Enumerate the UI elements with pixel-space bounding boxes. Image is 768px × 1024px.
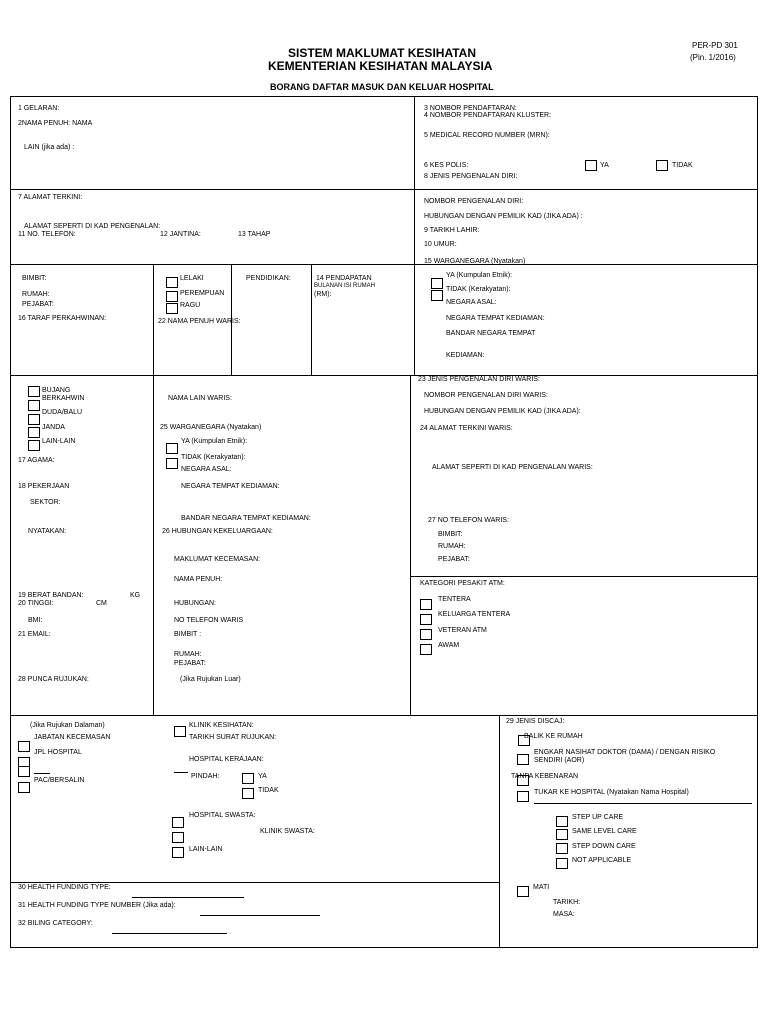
divider-row-2 [10,264,758,265]
label-nombor-kluster: 4 NOMBOR PENDAFTARAN KLUSTER: [424,112,552,119]
label-tarikh-lahir: 9 TARIKH LAHIR: [424,227,480,234]
form-border-left [10,96,11,948]
label-step-up: STEP UP CARE [572,814,624,821]
label-alamat-kad-waris: ALAMAT SEPERTI DI KAD PENGENALAN WARIS: [432,464,593,471]
label-warganegara-25: 25 WARGANEGARA (Nyatakan) [160,424,262,431]
label-berat: 19 BERAT BANDAN: [18,592,84,599]
label-agama: 17 AGAMA: [18,457,55,464]
checkbox-kes-polis-tidak[interactable] [656,160,668,171]
label-bimbit: BIMBIT: [22,275,47,282]
label-nama-lain: LAIN (jika ada) : [24,144,75,151]
label-waris-negara-tempat: NEGARA TEMPAT KEDIAMAN: [181,483,280,490]
checkbox-bujang[interactable] [28,386,40,397]
form-title-1: SISTEM MAKLUMAT KESIHATAN [288,46,476,60]
label-taraf-perkahwinan: 16 TARAF PERKAHWINAN: [18,315,107,322]
label-kecemasan-hubungan: HUBUNGAN: [174,600,217,607]
label-rujukan-luar: (Jika Rujukan Luar) [180,676,241,683]
funding-type-line[interactable] [132,897,244,898]
label-punca-rujukan: 28 PUNCA RUJUKAN: [18,676,89,683]
label-hospital-kerajaan: HOSPITAL KERAJAAN: [189,756,264,763]
label-jabatan-kecemasan: JABATAN KECEMASAN [34,734,111,741]
label-tarikh: TARIKH: [553,899,581,906]
label-health-funding-number: 31 HEALTH FUNDING TYPE NUMBER (Jika ada): [18,902,176,909]
label-pindah: PINDAH: [191,773,220,780]
checkbox-step-up[interactable] [556,816,568,827]
label-kecemasan-pejabat: PEJABAT: [174,660,206,667]
checkbox-blank[interactable] [18,766,30,777]
checkbox-awam[interactable] [420,644,432,655]
divider-col-discaj [499,715,500,948]
label-nyatakan: NYATAKAN: [28,528,67,535]
checkbox-tukar-hospital[interactable] [517,791,529,802]
form-title-2: KEMENTERIAN KESIHATAN MALAYSIA [268,59,493,73]
form-border-top [10,96,758,97]
label-hubungan-26: 26 HUBUNGAN KEKELUARGAAN: [162,528,273,535]
checkbox-lain-lain[interactable] [28,440,40,451]
label-lain-lain: LAIN-LAIN [42,438,76,445]
label-jantina: 12 JANTINA: [160,231,201,238]
checkbox-pindah-tidak[interactable] [242,788,254,799]
label-waris-tidak: TIDAK (Kerakyatan): [181,454,246,461]
checkbox-not-applicable[interactable] [556,858,568,869]
checkbox-step-down[interactable] [556,843,568,854]
divider-row-1 [10,189,758,190]
label-keluarga-tentera: KELUARGA TENTERA [438,611,511,618]
label-nombor-pengenalan-waris: NOMBOR PENGENALAN DIRI WARIS: [424,392,548,399]
divider-row-4 [10,715,758,716]
label-same-level: SAME LEVEL CARE [572,828,637,835]
checkbox-pac-bersalin[interactable] [18,782,30,793]
checkbox-same-level[interactable] [556,829,568,840]
checkbox-klinik-swasta[interactable] [172,832,184,843]
label-dama-1: ENGKAR NASIHAT DOKTOR (DAMA) / DENGAN RISIKO [534,749,716,756]
checkbox-ragu[interactable] [166,303,178,314]
checkbox-dama[interactable] [517,754,529,765]
label-veteran-atm: VETERAN ATM [438,627,487,634]
label-gelaran: 1 GELARAN: [18,105,60,112]
label-rm: (RM): [314,291,332,298]
label-health-funding-type: 30 HEALTH FUNDING TYPE: [18,884,111,891]
biling-category-line[interactable] [112,933,227,934]
checkbox-mati[interactable] [517,886,529,897]
checkbox-klinik-kesihatan[interactable] [174,726,186,737]
label-sektor: SEKTOR: [30,499,61,506]
label-dama-2: SENDIRI (AOR) [534,757,585,764]
label-tanpa-kebenaran: TANPA KEBENARAN [511,773,579,780]
label-tukar-hospital: TUKAR KE HOSPITAL (Nyatakan Nama Hospital) [534,789,689,796]
label-kg: KG [130,592,141,599]
form-border-bottom [10,947,758,948]
label-waris-bimbit: BIMBIT: [438,531,463,538]
checkbox-warga-tidak[interactable] [431,290,443,301]
label-kecemasan-bimbit: BIMBIT : [174,631,202,638]
label-pendidikan: PENDIDIKAN: [246,275,291,282]
checkbox-hospital-swasta[interactable] [172,817,184,828]
checkbox-warga-ya[interactable] [431,278,443,289]
label-biling-category: 32 BILING CATEGORY: [18,920,93,927]
label-masa: MASA: [553,911,575,918]
label-kecemasan-rumah: RUMAH: [174,651,202,658]
label-tarikh-surat: TARIKH SURAT RUJUKAN: [189,734,277,741]
label-bmi: BMI: [28,617,43,624]
label-duda-balu: DUDA/BALU [42,409,83,416]
label-nama-penuh-waris: 22 NAMA PENUH WARIS: [158,318,241,325]
label-not-applicable: NOT APPLICABLE [572,857,632,864]
form-subtitle: BORANG DAFTAR MASUK DAN KELUAR HOSPITAL [270,82,494,92]
label-alamat-kad: ALAMAT SEPERTI DI KAD PENGENALAN: [24,223,161,230]
label-bandar-negara: BANDAR NEGARA TEMPAT [446,330,536,337]
label-warganegara: 15 WARGANEGARA (Nyatakan) [424,258,526,265]
divider-row-3 [10,375,758,376]
label-mati: MATI [533,884,550,891]
checkbox-lain-lain-rujukan[interactable] [172,847,184,858]
divider-row-5 [10,882,500,883]
label-negara-asal: NEGARA ASAL: [446,299,497,306]
checkbox-veteran-atm[interactable] [420,629,432,640]
label-rujukan-dalaman: (Jika Rujukan Dalaman) [30,722,105,729]
checkbox-jabatan-kecemasan[interactable] [18,741,30,752]
label-hospital-swasta: HOSPITAL SWASTA: [189,812,256,819]
label-tinggi: 20 TINGGI: [18,600,54,607]
label-warga-tidak: TIDAK (Kerakyatan): [446,286,511,293]
label-kediaman: KEDIAMAN: [446,352,485,359]
label-negara-tempat: NEGARA TEMPAT KEDIAMAN: [446,315,545,322]
label-pindah-tidak: TIDAK [258,787,279,794]
label-pekerjaan: 18 PEKERJAAN [18,483,70,490]
label-klinik-swasta: KLINIK SWASTA: [260,828,315,835]
label-kes-polis-ya: YA [600,162,609,169]
label-waris-rumah: RUMAH: [438,543,466,550]
checkbox-waris-ya[interactable] [166,443,178,454]
divider-col-mid-lower [410,376,411,716]
checkbox-pindah-ya[interactable] [242,773,254,784]
label-telefon-waris: 27 NO TELEFON WARIS: [428,517,509,524]
divider-col-left [153,264,154,715]
label-umur: 10 UMUR: [424,241,457,248]
label-email: 21 EMAIL: [18,631,51,638]
label-kes-polis-tidak: TIDAK [672,162,693,169]
checkbox-lelaki[interactable] [166,277,178,288]
checkbox-waris-tidak[interactable] [166,458,178,469]
label-warga-ya: YA (Kumpulan Etnik): [446,272,513,279]
checkbox-keluarga-tentera[interactable] [420,614,432,625]
label-perempuan: PEREMPUAN [180,290,225,297]
label-ragu: RAGU [180,302,201,309]
label-nombor-pengenalan: NOMBOR PENGENALAN DIRI: [424,198,524,205]
label-alamat-waris: 24 ALAMAT TERKINI WARIS: [420,425,513,432]
label-awam: AWAM [438,642,460,649]
form-version: (Pin. 1/2016) [690,53,736,62]
label-jenis-discaj: 29 JENIS DISCAJ: [506,718,565,725]
label-maklumat-kecemasan: MAKLUMAT KECEMASAN: [174,556,261,563]
checkbox-tentera[interactable] [420,599,432,610]
label-pac-bersalin: PAC/BERSALIN [34,777,85,784]
label-no-telefon: 11 NO. TELEFON: [18,231,76,238]
label-kecemasan-nama: NAMA PENUH: [174,576,223,583]
label-tahap: 13 TAHAP [238,231,271,238]
label-tentera: TENTERA [438,596,471,603]
label-hubungan-kad-waris: HUBUNGAN DENGAN PEMILIK KAD (JIKA ADA): [424,408,581,415]
label-jenis-pengenalan: 8 JENIS PENGENALAN DIRI: [424,173,518,180]
label-pendapatan: 14 PENDAPATAN [316,275,372,282]
label-lain-lain-rujukan: LAIN-LAIN [189,846,223,853]
blank-option-line [34,773,50,774]
label-pejabat: PEJABAT: [22,301,54,308]
label-nama-lain-waris: NAMA LAIN WARIS: [168,395,232,402]
label-lelaki: LELAKI [180,275,204,282]
label-rumah: RUMAH: [22,291,50,298]
label-jenis-pengenalan-waris: 23 JENIS PENGENALAN DIRI WARIS: [418,376,540,383]
label-klinik-kesihatan: KLINIK KESIHATAN: [189,722,254,729]
label-berkahwin: BERKAHWIN [42,395,85,402]
label-nombor-pendaftaran: 3 NOMBOR PENDAFTARAN: [424,105,517,112]
funding-number-line[interactable] [200,915,320,916]
label-jpl-hospital: JPL HOSPITAL [34,749,82,756]
checkbox-duda-balu[interactable] [28,414,40,425]
label-pindah-ya: YA [258,773,267,780]
label-bujang: BUJANG [42,387,71,394]
label-waris-pejabat: PEJABAT: [438,556,470,563]
label-nama-penuh: 2NAMA PENUH: NAMA [18,120,93,127]
checkbox-janda[interactable] [28,427,40,438]
label-waris-ya: YA (Kumpulan Etnik): [181,438,248,445]
form-code: PER-PD 301 [692,41,738,50]
label-balik-rumah: BALIK KE RUMAH [524,733,583,740]
checkbox-kes-polis-ya[interactable] [585,160,597,171]
tukar-hospital-line [534,803,752,804]
label-step-down: STEP DOWN CARE [572,843,636,850]
checkbox-perempuan[interactable] [166,291,178,302]
label-kategori-pesakit: KATEGORI PESAKIT ATM: [420,580,505,587]
label-kes-polis: 6 KES POLIS: [424,162,469,169]
label-alamat-terkini: 7 ALAMAT TERKINI: [18,194,83,201]
label-kecemasan-telefon: NO TELEFON WARIS [174,617,244,624]
label-mrn: 5 MEDICAL RECORD NUMBER (MRN): [424,132,550,139]
divider-col-income [311,264,312,376]
label-waris-bandar-negara: BANDAR NEGARA TEMPAT KEDIAMAN: [181,515,311,522]
divider-kategori [410,576,758,577]
divider-col-mid-top [414,96,415,376]
label-waris-negara-asal: NEGARA ASAL: [181,466,232,473]
label-janda: JANDA [42,424,65,431]
form-border-right [757,96,758,948]
label-pendapatan-sub: BULANAN ISI RUMAH [314,283,376,289]
label-hubungan-kad: HUBUNGAN DENGAN PEMILIK KAD (JIKA ADA) : [424,213,583,220]
label-cm: CM [96,600,107,607]
checkbox-berkahwin[interactable] [28,400,40,411]
hospital-kerajaan-line [174,772,188,773]
